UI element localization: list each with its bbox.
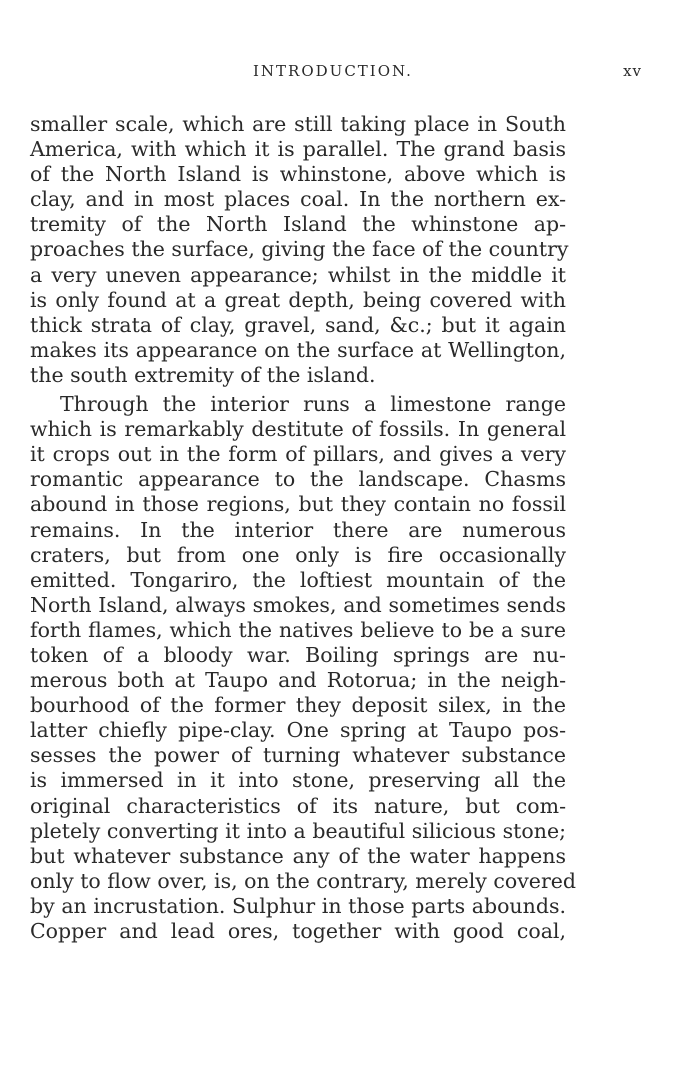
text-line: only to flow over, is, on the contrary, merely covered bbox=[30, 868, 576, 893]
text-line: sesses the power of turning whatever substance bbox=[30, 743, 566, 768]
text-line: by an incrustation. Sulphur in those parts abounds. bbox=[30, 893, 566, 918]
page-number: xv bbox=[623, 62, 642, 80]
text-line: craters, but from one only is fire occasionally bbox=[30, 542, 566, 567]
text-line: makes its appearance on the surface at Wellington, bbox=[30, 337, 566, 362]
text-line: abound in those regions, but they contain no fossil bbox=[30, 492, 566, 517]
body-text bbox=[30, 112, 576, 944]
text-line: the south extremity of the island. bbox=[30, 362, 376, 387]
text-line: America, with which it is parallel. The grand basis bbox=[30, 137, 566, 162]
text-line: thick strata of clay, gravel, sand, &c.; but it again bbox=[30, 312, 566, 337]
text-line: which is remarkably destitute of fossils. In general bbox=[30, 417, 566, 442]
paragraph-2 bbox=[30, 392, 576, 944]
text-line: original characteristics of its nature, but com- bbox=[30, 793, 566, 818]
text-line: remains. In the interior there are numerous bbox=[30, 517, 566, 542]
text-line: it crops out in the form of pillars, and gives a very bbox=[30, 442, 566, 467]
text-line: forth flames, which the natives believe to be a sure bbox=[30, 617, 566, 642]
text-line: proaches the surface, giving the face of the country bbox=[30, 237, 569, 262]
text-line: North Island, always smokes, and sometimes sends bbox=[30, 592, 566, 617]
paragraph-1 bbox=[30, 112, 569, 388]
text-line: tremity of the North Island the whinstone ap- bbox=[30, 212, 566, 237]
text-line: merous both at Taupo and Rotorua; in the neigh- bbox=[30, 668, 566, 693]
text-line: token of a bloody war. Boiling springs are nu- bbox=[30, 642, 566, 667]
text-line: a very uneven appearance; whilst in the middle it bbox=[30, 262, 566, 287]
text-line: but whatever substance any of the water happens bbox=[30, 843, 566, 868]
running-head: INTRODUCTION. bbox=[253, 62, 413, 80]
text-line: Through the interior runs a limestone range bbox=[60, 392, 566, 417]
text-line: romantic appearance to the landscape. Chasms bbox=[30, 467, 566, 492]
text-line: emitted. Tongariro, the loftiest mountain of the bbox=[30, 567, 566, 592]
text-line: is only found at a great depth, being covered with bbox=[30, 287, 566, 312]
text-line: bourhood of the former they deposit silex, in the bbox=[30, 693, 566, 718]
text-line: of the North Island is whinstone, above which is bbox=[30, 162, 566, 187]
text-line: Copper and lead ores, together with good coal, bbox=[30, 919, 566, 943]
text-line: clay, and in most places coal. In the northern ex- bbox=[30, 187, 566, 212]
text-line: pletely converting it into a beautiful silicious stone; bbox=[30, 818, 566, 843]
page-header bbox=[30, 62, 650, 86]
text-line: smaller scale, which are still taking place in South bbox=[30, 112, 566, 136]
text-line: latter chiefly pipe-clay. One spring at Taupo pos- bbox=[30, 718, 566, 743]
text-line: is immersed in it into stone, preserving all the bbox=[30, 768, 566, 793]
